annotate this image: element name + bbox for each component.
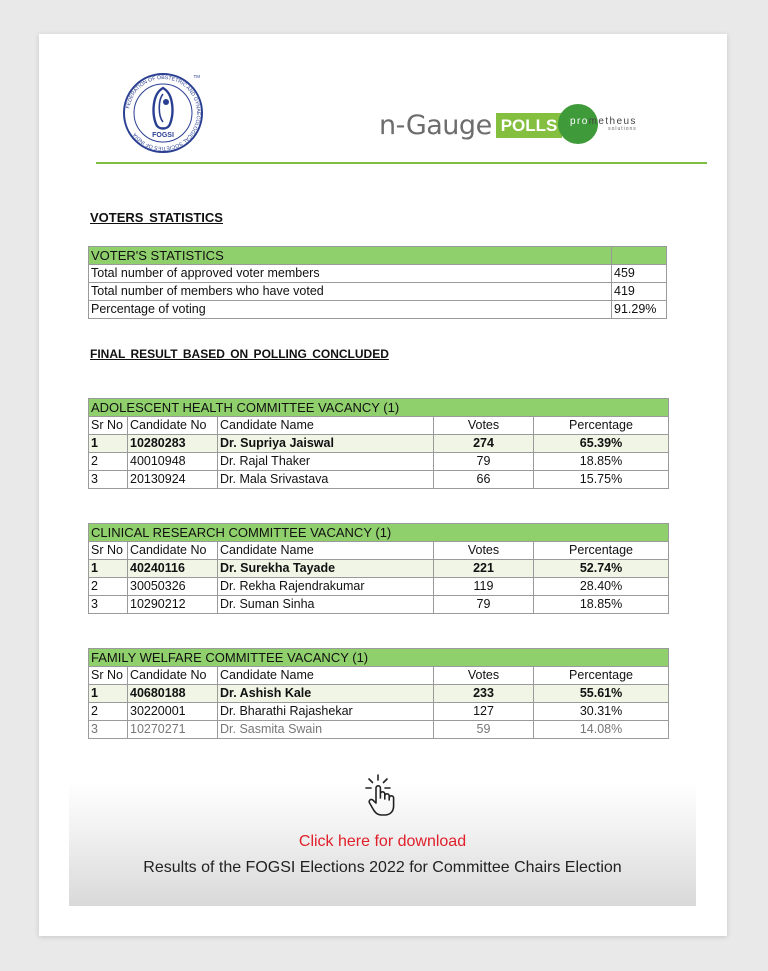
cell-candidate-name: Dr. Supriya Jaiswal [218,435,434,453]
table-row [89,721,669,739]
stat-label: Total number of approved voter members [89,265,612,283]
cell-sr: 3 [89,721,128,739]
cell-candidate-no: 30050326 [128,578,218,596]
col-candidate-no: Candidate No [128,667,218,685]
cell-percentage: 28.40% [534,578,669,596]
cell-candidate-name: Dr. Surekha Tayade [218,560,434,578]
column-header-row [89,542,669,560]
cell-candidate-no: 30220001 [128,703,218,721]
cell-votes: 274 [434,435,534,453]
col-candidate-name: Candidate Name [218,417,434,435]
stat-label: Total number of members who have voted [89,283,612,301]
cell-sr: 1 [89,685,128,703]
col-votes: Votes [434,542,534,560]
cell-votes: 66 [434,471,534,489]
fogsi-ring-text: FEDERATION OF OBSTETRIC AND GYNAECOLOGICAL SOCIETIES OF INDIA [125,74,202,152]
download-caption: Results of the FOGSI Elections 2022 for Committee Chairs Election [143,859,622,876]
fogsi-logo [122,72,204,154]
committee-table-clinical-research [88,523,669,614]
committee-title: FAMILY WELFARE COMMITTEE VACANCY (1) [89,649,669,667]
download-banner[interactable] [69,781,696,906]
prometheus-sub: solutions [608,126,637,132]
prometheus-name: prometheus [570,116,637,127]
download-link[interactable]: Click here for download [298,833,467,850]
stat-value: 91.29% [612,301,667,319]
col-sr-no: Sr No [89,667,128,685]
cell-percentage: 30.31% [534,703,669,721]
table-row [89,453,669,471]
cell-votes: 119 [434,578,534,596]
voters-statistics-heading: VOTERS STATISTICS [90,210,223,225]
col-candidate-no: Candidate No [128,542,218,560]
stat-value: 459 [612,265,667,283]
table-row [89,283,667,301]
final-result-heading: FINAL RESULT BASED ON POLLING CONCLUDED [90,347,389,361]
svg-text:FEDERATION OF OBSTETRIC AND GY [125,75,201,151]
col-candidate-no: Candidate No [128,417,218,435]
cell-candidate-no: 10270271 [128,721,218,739]
table-row [89,596,669,614]
cell-sr: 2 [89,703,128,721]
col-percentage: Percentage [534,667,669,685]
cell-votes: 79 [434,596,534,614]
column-header-row [89,667,669,685]
cell-percentage: 55.61% [534,685,669,703]
cell-sr: 2 [89,578,128,596]
cell-percentage: 14.08% [534,721,669,739]
cell-votes: 233 [434,685,534,703]
cell-candidate-name: Dr. Rajal Thaker [218,453,434,471]
ngauge-logo-text: n-Gauge [379,109,492,141]
col-sr-no: Sr No [89,417,128,435]
col-percentage: Percentage [534,417,669,435]
cell-sr: 3 [89,471,128,489]
committee-title: ADOLESCENT HEALTH COMMITTEE VACANCY (1) [89,399,669,417]
pointer-click-icon[interactable] [364,773,402,817]
col-votes: Votes [434,417,534,435]
table-row [89,578,669,596]
prometheus-logo [558,104,637,144]
table-row [89,435,669,453]
cell-candidate-no: 40240116 [128,560,218,578]
trademark-mark: TM [193,74,200,79]
cell-candidate-no: 40010948 [128,453,218,471]
cell-candidate-no: 40680188 [128,685,218,703]
polls-badge: POLLS [496,113,563,138]
cell-candidate-name: Dr. Ashish Kale [218,685,434,703]
table-row [89,471,669,489]
cell-votes: 221 [434,560,534,578]
cell-sr: 1 [89,435,128,453]
committee-title: CLINICAL RESEARCH COMMITTEE VACANCY (1) [89,524,669,542]
voter-statistics-table [88,246,667,319]
cell-candidate-name: Dr. Sasmita Swain [218,721,434,739]
col-candidate-name: Candidate Name [218,667,434,685]
col-votes: Votes [434,667,534,685]
table-row [89,703,669,721]
col-candidate-name: Candidate Name [218,542,434,560]
stat-value: 419 [612,283,667,301]
cell-candidate-no: 10280283 [128,435,218,453]
result-document [39,34,727,936]
cell-percentage: 15.75% [534,471,669,489]
cell-percentage: 18.85% [534,453,669,471]
fogsi-logo-text: FOGSI [152,132,174,139]
cell-votes: 127 [434,703,534,721]
cell-candidate-name: Dr. Rekha Rajendrakumar [218,578,434,596]
committee-table-family-welfare [88,648,669,739]
cell-sr: 1 [89,560,128,578]
column-header-row [89,417,669,435]
cell-votes: 59 [434,721,534,739]
cell-percentage: 65.39% [534,435,669,453]
cell-percentage: 52.74% [534,560,669,578]
cell-percentage: 18.85% [534,596,669,614]
cell-candidate-name: Dr. Suman Sinha [218,596,434,614]
cell-candidate-no: 20130924 [128,471,218,489]
cell-votes: 79 [434,453,534,471]
ngauge-polls-logo [379,110,562,140]
cell-sr: 3 [89,596,128,614]
table-row [89,685,669,703]
cell-candidate-name: Dr. Bharathi Rajashekar [218,703,434,721]
col-percentage: Percentage [534,542,669,560]
cell-candidate-name: Dr. Mala Srivastava [218,471,434,489]
header-divider [96,162,707,164]
stat-label: Percentage of voting [89,301,612,319]
col-sr-no: Sr No [89,542,128,560]
committee-table-adolescent-health [88,398,669,489]
table-row [89,560,669,578]
voter-stats-title: VOTER'S STATISTICS [89,247,612,265]
cell-candidate-no: 10290212 [128,596,218,614]
table-row [89,301,667,319]
table-row [89,265,667,283]
cell-sr: 2 [89,453,128,471]
